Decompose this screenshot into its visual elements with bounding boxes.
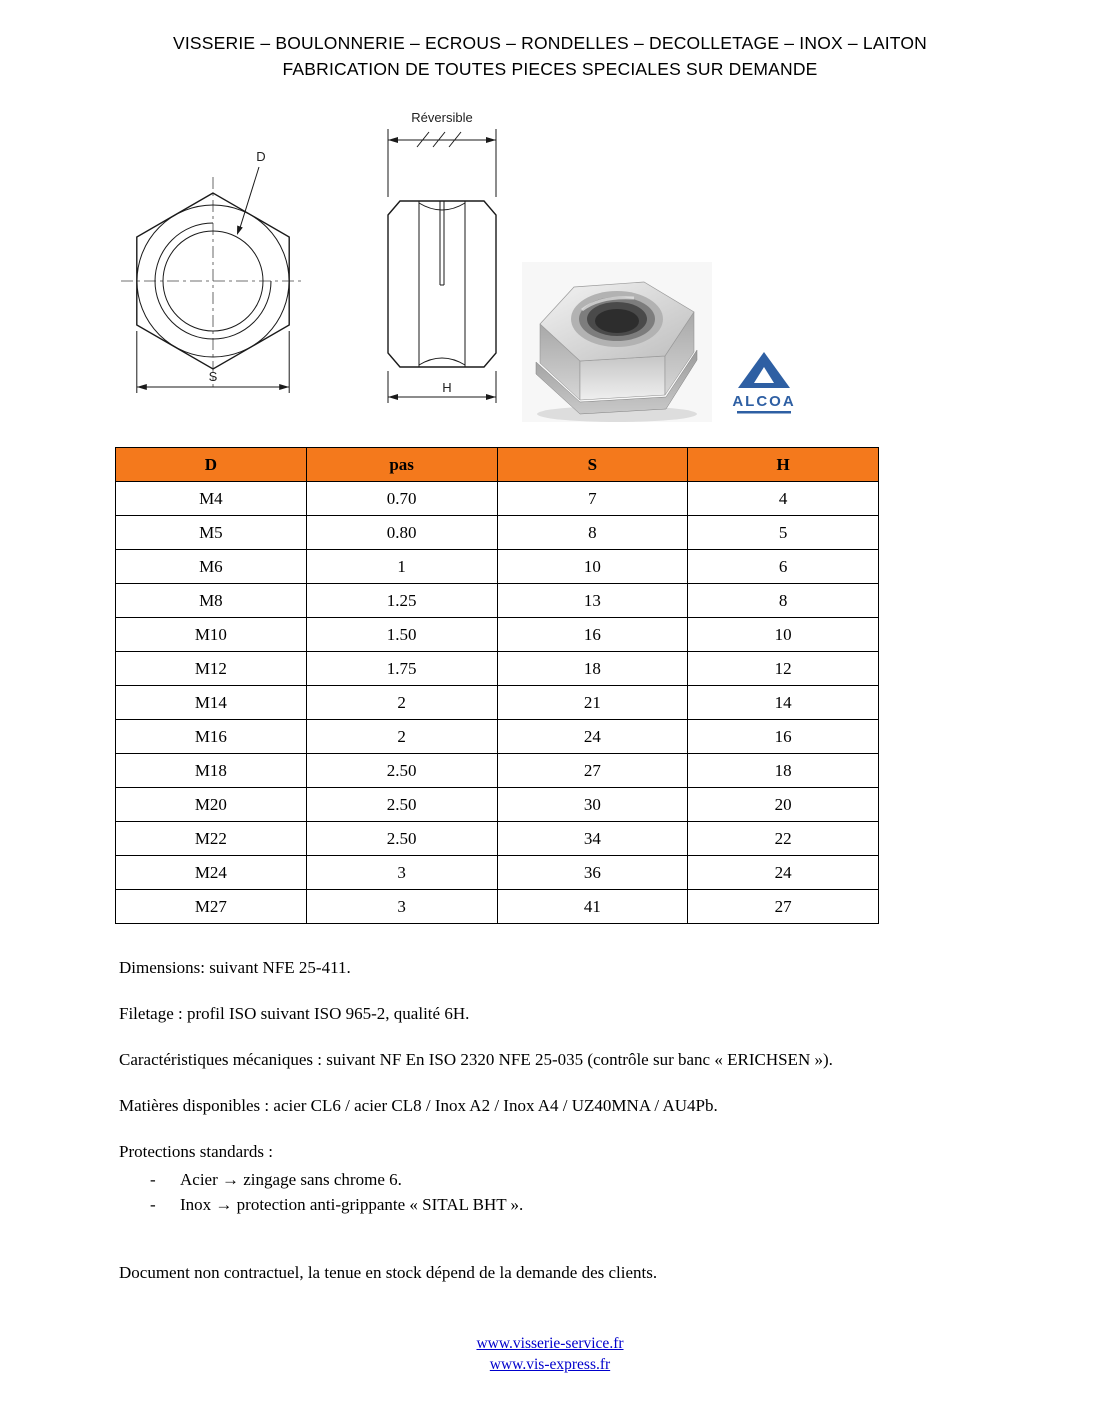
table-cell: 41 (497, 890, 688, 924)
table-row (116, 686, 879, 720)
dimension-label-h: H (442, 380, 452, 395)
table-cell: 16 (497, 618, 688, 652)
table-cell: 20 (688, 788, 879, 822)
table-cell: 22 (688, 822, 879, 856)
notes-section (119, 958, 999, 1283)
note-mecaniques: Caractéristiques mécaniques : suivant NF En ISO 2320 NFE 25-035 (contrôle sur banc « ERICHSEN »). (119, 1050, 833, 1069)
rev-arrow-left (388, 137, 398, 143)
protections-list (150, 1167, 999, 1217)
chamfer-arc-bottom (419, 358, 465, 365)
table-cell: 16 (688, 720, 879, 754)
table-cell: 2 (306, 686, 497, 720)
table-row (116, 754, 879, 788)
table-cell: 3 (306, 856, 497, 890)
table-cell: 2.50 (306, 822, 497, 856)
table-row (116, 822, 879, 856)
table-row (116, 516, 879, 550)
column-header-pas: pas (306, 448, 497, 482)
table-cell: M5 (116, 516, 307, 550)
table-cell: 1.50 (306, 618, 497, 652)
note-matieres: Matières disponibles : acier CL6 / acier CL8 / Inox A2 / Inox A4 / UZ40MNA / AU4Pb. (119, 1096, 718, 1115)
table-row (116, 584, 879, 618)
link-vis-express[interactable]: www.vis-express.fr (489, 1356, 611, 1373)
table-body (116, 482, 879, 924)
chamfer-arc-top (419, 203, 465, 210)
nut-side-face-front (580, 356, 665, 400)
table-cell: 3 (306, 890, 497, 924)
protections-title: Protections standards : (119, 1142, 273, 1161)
table-row (116, 482, 879, 516)
rev-arrow-right (486, 137, 496, 143)
dimension-label-d: D (256, 149, 266, 164)
table-cell: 7 (497, 482, 688, 516)
link-visserie-service[interactable]: www.visserie-service.fr (476, 1335, 624, 1352)
table-cell: M14 (116, 686, 307, 720)
table-cell: 10 (688, 618, 879, 652)
table-row (116, 652, 879, 686)
table-cell: 8 (497, 516, 688, 550)
header-line-2: FABRICATION DE TOUTES PIECES SPECIALES SUR DEMANDE (282, 59, 818, 79)
table-cell: M4 (116, 482, 307, 516)
table-cell: 13 (497, 584, 688, 618)
table-cell: 2 (306, 720, 497, 754)
table-cell: 5 (688, 516, 879, 550)
s-arrow-right (279, 384, 289, 390)
table-cell: M18 (116, 754, 307, 788)
table-cell: 34 (497, 822, 688, 856)
table-cell: 18 (688, 754, 879, 788)
alcoa-logo (722, 350, 807, 422)
s-arrow-left (137, 384, 147, 390)
reversible-label: Réversible (411, 110, 473, 125)
table-cell: M10 (116, 618, 307, 652)
table-cell: 27 (688, 890, 879, 924)
column-header-d: D (116, 448, 307, 482)
table-cell: 0.70 (306, 482, 497, 516)
table-cell: 18 (497, 652, 688, 686)
protection-item-acier: - Acier → zingage sans chrome 6. (150, 1167, 999, 1192)
table-row (116, 856, 879, 890)
header-line-1: VISSERIE – BOULONNERIE – ECROUS – RONDELLES – DECOLLETAGE – INOX – LAITON (172, 33, 928, 53)
table-cell: 8 (688, 584, 879, 618)
table-cell: M24 (116, 856, 307, 890)
table-row (116, 720, 879, 754)
table-cell: 24 (497, 720, 688, 754)
table-row (116, 890, 879, 924)
side-view-drawing (365, 105, 525, 410)
note-filetage: Filetage : profil ISO suivant ISO 965-2, qualité 6H. (119, 1004, 470, 1023)
table-row (116, 550, 879, 584)
front-view-drawing (113, 135, 313, 427)
nut-body-outline (388, 201, 496, 367)
table-cell: 12 (688, 652, 879, 686)
h-arrow-right (486, 394, 496, 400)
table-cell: 10 (497, 550, 688, 584)
table-cell: 1 (306, 550, 497, 584)
table-cell: 14 (688, 686, 879, 720)
table-cell: M8 (116, 584, 307, 618)
h-arrow-left (388, 394, 398, 400)
note-dimensions: Dimensions: suivant NFE 25-411. (119, 958, 351, 977)
table-cell: M12 (116, 652, 307, 686)
table-cell: 6 (688, 550, 879, 584)
footer (0, 1333, 1100, 1375)
table-cell: 1.75 (306, 652, 497, 686)
table-cell: 21 (497, 686, 688, 720)
table-cell: M16 (116, 720, 307, 754)
column-header-h: H (688, 448, 879, 482)
table-cell: 36 (497, 856, 688, 890)
table-cell: M27 (116, 890, 307, 924)
document-header (0, 30, 1100, 82)
table-header-row (116, 448, 879, 482)
table-cell: M20 (116, 788, 307, 822)
disclaimer-text: Document non contractuel, la tenue en stock dépend de la demande des clients. (119, 1263, 658, 1282)
hole-bore (595, 309, 639, 333)
table-cell: 30 (497, 788, 688, 822)
table-cell: 0.80 (306, 516, 497, 550)
table-cell: 2.50 (306, 788, 497, 822)
table-cell: M6 (116, 550, 307, 584)
table-cell: 2.50 (306, 754, 497, 788)
table-cell: 27 (497, 754, 688, 788)
dimension-label-s: S (208, 369, 218, 384)
alcoa-wordmark: ALCOA (732, 393, 796, 410)
protection-item-inox: - Inox → protection anti-grippante « SITAL BHT ». (150, 1192, 999, 1217)
nut-dimensions-table (115, 447, 879, 924)
alcoa-underline (737, 411, 791, 414)
d-leader-arrowhead (237, 226, 243, 236)
table-cell: 4 (688, 482, 879, 516)
table-cell: M22 (116, 822, 307, 856)
table-cell: 1.25 (306, 584, 497, 618)
table-row (116, 618, 879, 652)
column-header-s: S (497, 448, 688, 482)
d-leader-line (239, 167, 259, 231)
nut-photo (522, 262, 712, 427)
table-row (116, 788, 879, 822)
table-cell: 24 (688, 856, 879, 890)
